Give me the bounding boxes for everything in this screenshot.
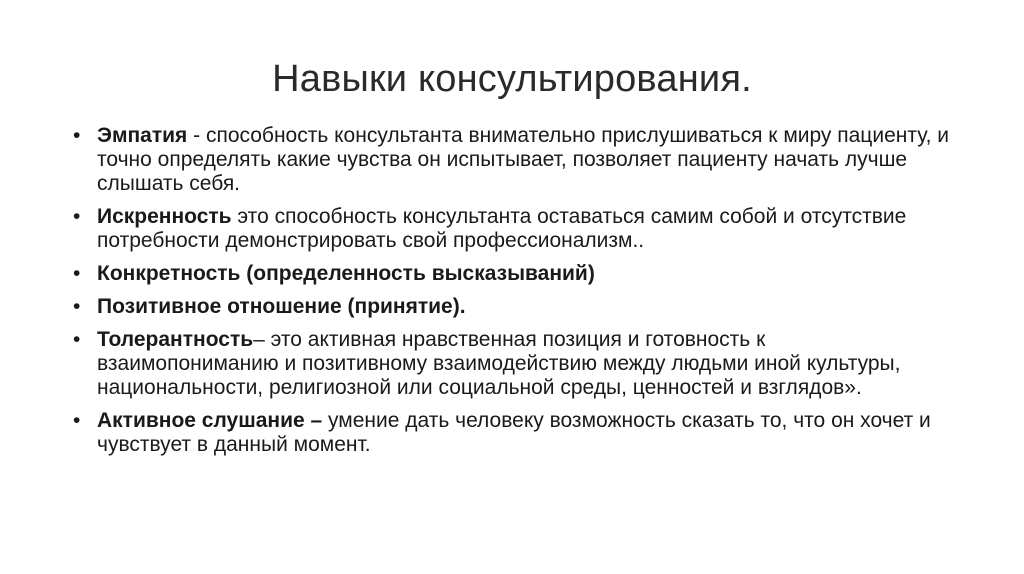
bullet-term: Толерантность xyxy=(97,328,254,351)
bullet-term: Активное слушание – xyxy=(97,409,323,432)
bullet-item-tolerance xyxy=(70,328,950,400)
bullet-dot-icon: • xyxy=(73,124,81,147)
slide-title: Навыки консультирования. xyxy=(272,58,752,100)
bullet-term: Конкретность (определенность высказываний) xyxy=(97,262,595,285)
bullet-description: - способность консультанта внимательно прислушиваться к миру пациенту, и точно определять какие чувства он испытывает, позволяет пациенту начать лучше слышать себя. xyxy=(97,124,949,195)
bullet-description: – это активная нравственная позиция и готовность к взаимопониманию и позитивному взаимодействию между людьми иной культуры, национальности, религиозной или социальной среды, ценностей и взглядов». xyxy=(97,328,901,399)
bullet-item-sincerity xyxy=(70,205,950,253)
bullet-description: умение дать человеку возможность сказать то, что он хочет и чувствует в данный момент. xyxy=(97,409,931,456)
bullet-term: Позитивное отношение (принятие). xyxy=(97,295,466,318)
bullet-term: Искренность xyxy=(97,205,232,228)
bullet-term: Эмпатия xyxy=(97,124,188,147)
bullet-dot-icon: • xyxy=(73,295,81,318)
bullet-item-active-listening xyxy=(70,409,950,457)
bullet-dot-icon: • xyxy=(73,409,81,432)
bullet-item-positive-attitude xyxy=(70,295,950,319)
bullet-dot-icon: • xyxy=(73,328,81,351)
bullet-dot-icon: • xyxy=(73,262,81,285)
bullet-item-empathy xyxy=(70,124,950,196)
bullet-dot-icon: • xyxy=(73,205,81,228)
bullet-description: это способность консультанта оставаться самим собой и отсутствие потребности демонстрировать свой профессионализм.. xyxy=(97,205,907,252)
bullet-list xyxy=(70,124,950,466)
bullet-item-concreteness xyxy=(70,262,950,286)
